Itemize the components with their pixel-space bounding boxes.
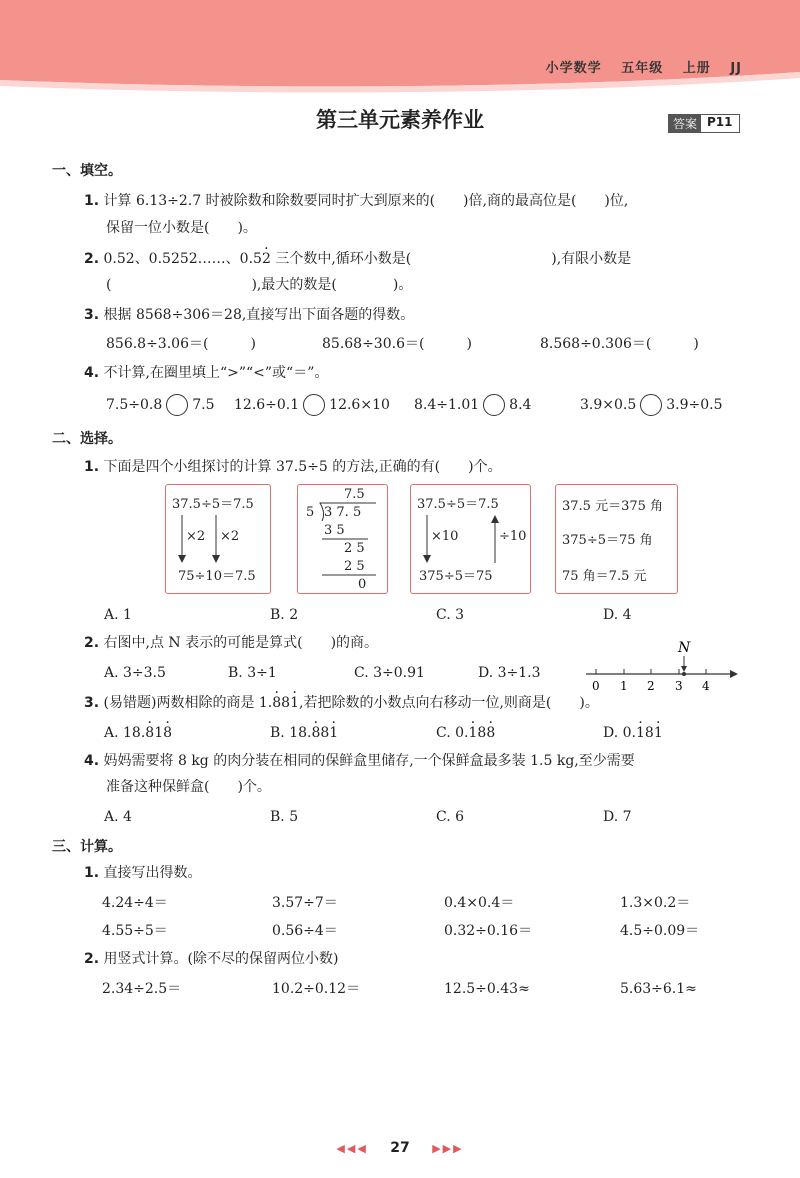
s2-q4-opt-a[interactable]: A. 4: [104, 809, 132, 825]
header-meta: [532, 57, 742, 76]
s3-vertical-calc: 5.63÷6.1≈: [620, 981, 697, 997]
number-line-tick: 4: [702, 679, 710, 693]
s1-q2-line2: ( ),最大的数是( )。: [106, 277, 413, 293]
s2-q2-opt-a[interactable]: A. 3÷3.5: [104, 665, 166, 681]
compare-circle[interactable]: [483, 394, 505, 416]
s1-q1-line1: 1. 计算 6.13÷2.7 时被除数和除数要同时扩大到原来的( )倍,商的最高位是( )位,: [84, 193, 629, 209]
number-line-tick: 0: [592, 679, 600, 693]
s2-q3-opt-d[interactable]: D. 0.· 18· 1: [603, 724, 663, 742]
header-volume: 上册: [682, 61, 711, 76]
s1-q3-a: 856.8÷3.06＝( ): [106, 336, 256, 352]
s2-q2-line1: 2. 右图中,点 N 表示的可能是算式( )的商。: [84, 635, 379, 651]
s2-q1-line1: 1. 下面是四个小组探讨的计算 37.5÷5 的方法,正确的有( )个。: [84, 459, 502, 475]
s2-q2-opt-b[interactable]: B. 3÷1: [228, 665, 277, 681]
section-2-heading: 二、选择。: [52, 431, 122, 447]
header-band: [0, 0, 800, 110]
page-number: 27: [390, 1140, 410, 1156]
s1-q4-item3: 8.4÷1.01 8.4: [414, 394, 531, 416]
answer-page: P11: [707, 115, 733, 129]
answer-tag[interactable]: [668, 114, 740, 133]
number-line-tick: 3: [675, 679, 683, 693]
s3-vertical-calc: 12.5÷0.43≈: [444, 981, 530, 997]
s2-q4-opt-c[interactable]: C. 6: [436, 809, 465, 825]
s3-q1-line1: 1. 直接写出得数。: [84, 865, 202, 881]
s2-q1-opt-a[interactable]: A. 1: [104, 607, 132, 623]
compare-circle[interactable]: [166, 394, 188, 416]
s2-q1-opt-b[interactable]: B. 2: [270, 607, 299, 623]
s2-q4-line1: 4. 妈妈需要将 8 kg 的肉分装在相同的保鲜盒里储存,一个保鲜盒最多装 1.5 kg,至少需要: [84, 753, 635, 769]
s1-q4-item2: 12.6÷0.1 12.6×10: [234, 394, 390, 416]
s1-q4-item1: 7.5÷0.8 7.5: [106, 394, 215, 416]
s3-calc: 0.32÷0.16＝: [444, 923, 533, 939]
s2-q1-opt-c[interactable]: C. 3: [436, 607, 465, 623]
method-box-a: 37.5÷5＝7.5 ×2 ×2 75÷10＝7.5: [165, 484, 271, 594]
s2-q2-opt-d[interactable]: D. 3÷1.3: [478, 665, 541, 681]
section-1-heading: 一、填空。: [52, 163, 122, 179]
s2-q3-opt-a[interactable]: A. 18.· 81· 8: [104, 724, 172, 742]
s3-q2-line1: 2. 用竖式计算。(除不尽的保留两位小数): [84, 951, 339, 967]
number-line-tick: 2: [647, 679, 655, 693]
s3-calc: 4.5÷0.09＝: [620, 923, 700, 939]
s3-vertical-calc: 10.2÷0.12＝: [272, 981, 361, 997]
s1-q4-item4: 3.9×0.5 3.9÷0.5: [580, 394, 723, 416]
s1-q2-line1: 2. 0.52、0.5252……、0.5· 2 三个数中,循环小数是( ),有限小数是: [84, 250, 631, 268]
s2-q1-opt-d[interactable]: D. 4: [603, 607, 632, 623]
box-b-bracket: [298, 485, 387, 593]
s3-calc: 4.55÷5＝: [102, 923, 168, 939]
header-edition: JJ: [730, 61, 742, 76]
s2-q3-line1: 3. (易错题)两数相除的商是 1.· 88· 1,若把除数的小数点向右移动一位,则商是( )。: [84, 694, 599, 712]
s2-q4-opt-b[interactable]: B. 5: [270, 809, 299, 825]
page-footer: [0, 1140, 800, 1156]
prev-page-arrows[interactable]: ◀◀◀: [336, 1142, 368, 1155]
section-3-heading: 三、计算。: [52, 839, 122, 855]
s1-q1-line2: 保留一位小数是( )。: [106, 220, 257, 236]
answer-label: 答案: [669, 115, 701, 132]
method-box-c: 37.5÷5＝7.5 ×10 ÷10 375÷5＝75: [410, 484, 531, 594]
s2-q3-opt-c[interactable]: C. 0.· 18· 8: [436, 724, 495, 742]
header-grade: 五年级: [621, 61, 664, 76]
s2-q2-opt-c[interactable]: C. 3÷0.91: [354, 665, 425, 681]
next-page-arrows[interactable]: ▶▶▶: [432, 1142, 464, 1155]
s2-q4-opt-d[interactable]: D. 7: [603, 809, 632, 825]
s2-q3-opt-b[interactable]: B. 18.· 88· 1: [270, 724, 338, 742]
page-title: 第三单元素养作业: [316, 108, 484, 132]
compare-circle[interactable]: [303, 394, 325, 416]
s3-calc: 4.24÷4＝: [102, 895, 168, 911]
s3-calc: 3.57÷7＝: [272, 895, 338, 911]
s3-calc: 0.56÷4＝: [272, 923, 338, 939]
s3-calc: 0.4×0.4＝: [444, 895, 515, 911]
header-wave: [0, 0, 800, 110]
number-line-label: N: [678, 640, 691, 656]
s1-q3-c: 8.568÷0.306＝( ): [540, 336, 699, 352]
number-line: [580, 636, 740, 696]
compare-circle[interactable]: [640, 394, 662, 416]
s3-vertical-calc: 2.34÷2.5＝: [102, 981, 182, 997]
s1-q3-line1: 3. 根据 8568÷306＝28,直接写出下面各题的得数。: [84, 307, 415, 323]
s1-q4-line1: 4. 不计算,在圈里填上“>”“<”或“＝”。: [84, 365, 329, 381]
method-box-b: 7.5 5 3 7. 5 3 5 2 5 2 5 0: [297, 484, 388, 594]
s1-q3-b: 85.68÷30.6＝( ): [322, 336, 472, 352]
header-subject: 小学数学: [545, 61, 602, 76]
number-line-tick: 1: [620, 679, 628, 693]
s3-calc: 1.3×0.2＝: [620, 895, 691, 911]
method-box-d: 37.5 元＝375 角 375÷5＝75 角 75 角＝7.5 元: [555, 484, 678, 594]
s2-q4-line2: 准备这种保鲜盒( )个。: [106, 779, 271, 795]
